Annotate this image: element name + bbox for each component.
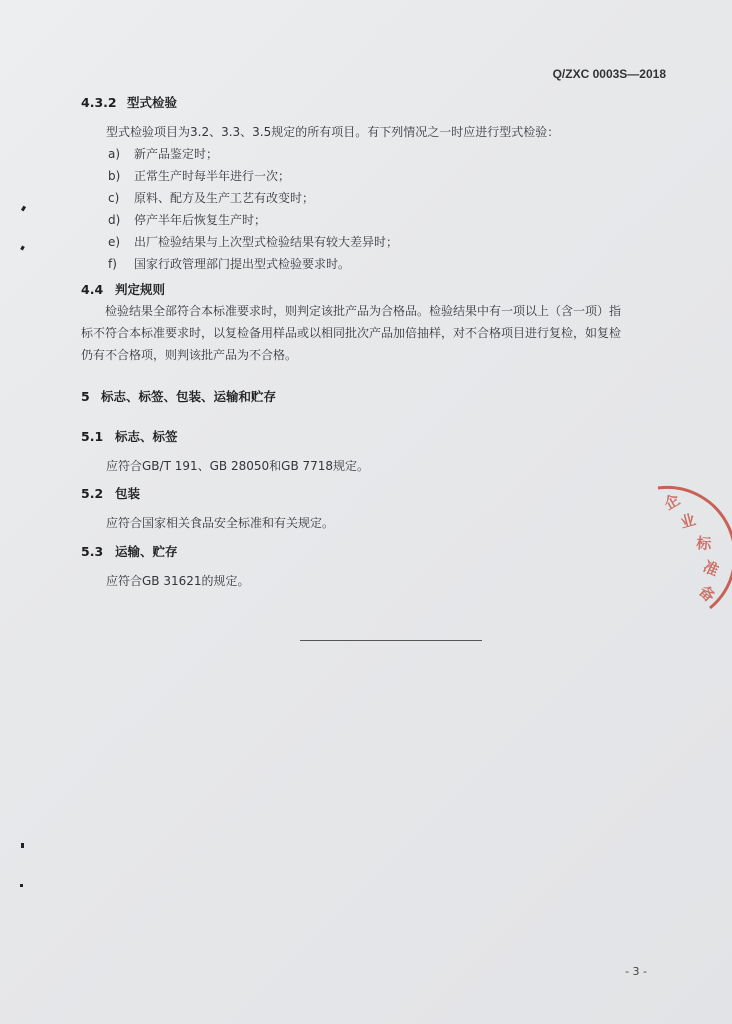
paragraph-line: 标不符合本标准要求时，以复检备用样品或以相同批次产品加倍抽样，对不合格项目进行复检，如复检: [81, 326, 622, 340]
paragraph-line: 检验结果全部符合本标准要求时，则判定该批产品为合格品。检验结果中有一项以上（含一项）指: [105, 304, 622, 318]
paragraph-line: 仍有不合格项，则判该批产品为不合格。: [81, 348, 298, 362]
list-item-text: 新产品鉴定时；: [134, 147, 219, 161]
section-heading-5-3: [81, 544, 178, 560]
list-item: [108, 212, 266, 228]
section-text: 应符合GB/T 191、GB 28050和GB 7718规定。: [106, 459, 370, 473]
page-number: - 3 -: [625, 965, 647, 978]
list-item-label: d): [108, 213, 121, 227]
section-heading-4-3-2: [81, 95, 177, 111]
seal-icon: [610, 470, 732, 620]
svg-text:备: 备: [695, 582, 719, 606]
list-item-label: c): [108, 191, 120, 205]
section-heading-5-1: [81, 429, 178, 445]
scan-mark: [20, 884, 23, 887]
list-item-label: a): [108, 147, 121, 161]
section-title: 型式检验: [127, 95, 178, 110]
section-text: 应符合GB 31621的规定。: [106, 574, 250, 588]
list-item-text: 国家行政管理部门提出型式检验要求时。: [134, 257, 351, 271]
scan-mark: [21, 843, 24, 848]
section-heading-5: [81, 389, 276, 405]
svg-text:业: 业: [678, 510, 698, 532]
section-number: 5.1: [81, 429, 104, 444]
list-item-text: 原料、配方及生产工艺有改变时；: [134, 191, 315, 205]
list-item-text: 出厂检验结果与上次型式检验结果有较大差异时；: [134, 235, 399, 249]
list-item: [108, 234, 398, 250]
list-item-label: b): [108, 169, 121, 183]
list-item-label: f): [108, 257, 117, 271]
list-item-text: 正常生产时每半年进行一次；: [134, 169, 291, 183]
end-divider: [300, 640, 482, 641]
section-text: 应符合国家相关食品安全标准和有关规定。: [106, 516, 335, 530]
section-number: 5.3: [81, 544, 104, 559]
svg-text:标: 标: [695, 534, 713, 554]
section-number: 4.4: [81, 282, 104, 297]
section-number: 4.3.2: [81, 95, 117, 110]
list-item: [108, 168, 290, 184]
red-seal-stamp: [610, 470, 732, 620]
section-title: 判定规则: [115, 282, 166, 297]
section-title: 标志、标签: [115, 429, 178, 444]
list-item: [108, 146, 218, 162]
scan-mark: [20, 246, 25, 251]
document-code: Q/ZXC 0003S—2018: [552, 67, 666, 81]
section-title: 标志、标签、包装、运输和贮存: [101, 389, 277, 404]
section-title: 包装: [115, 486, 141, 501]
scan-mark: [21, 206, 26, 212]
svg-text:准: 准: [700, 557, 722, 580]
list-item-text: 停产半年后恢复生产时；: [134, 213, 267, 227]
section-title: 运输、贮存: [115, 544, 178, 559]
list-item: [108, 256, 350, 272]
svg-text:企: 企: [661, 490, 684, 514]
list-item-label: e): [108, 235, 121, 249]
section-number: 5.2: [81, 486, 104, 501]
section-heading-4-4: [81, 282, 165, 298]
judgement-rule-paragraph: [81, 300, 671, 366]
section-heading-5-2: [81, 486, 140, 502]
section-intro: 型式检验项目为3.2、3.3、3.5规定的所有项目。有下列情况之一时应进行型式检验：: [106, 125, 560, 139]
list-item: [108, 190, 314, 206]
section-number: 5: [81, 389, 90, 404]
